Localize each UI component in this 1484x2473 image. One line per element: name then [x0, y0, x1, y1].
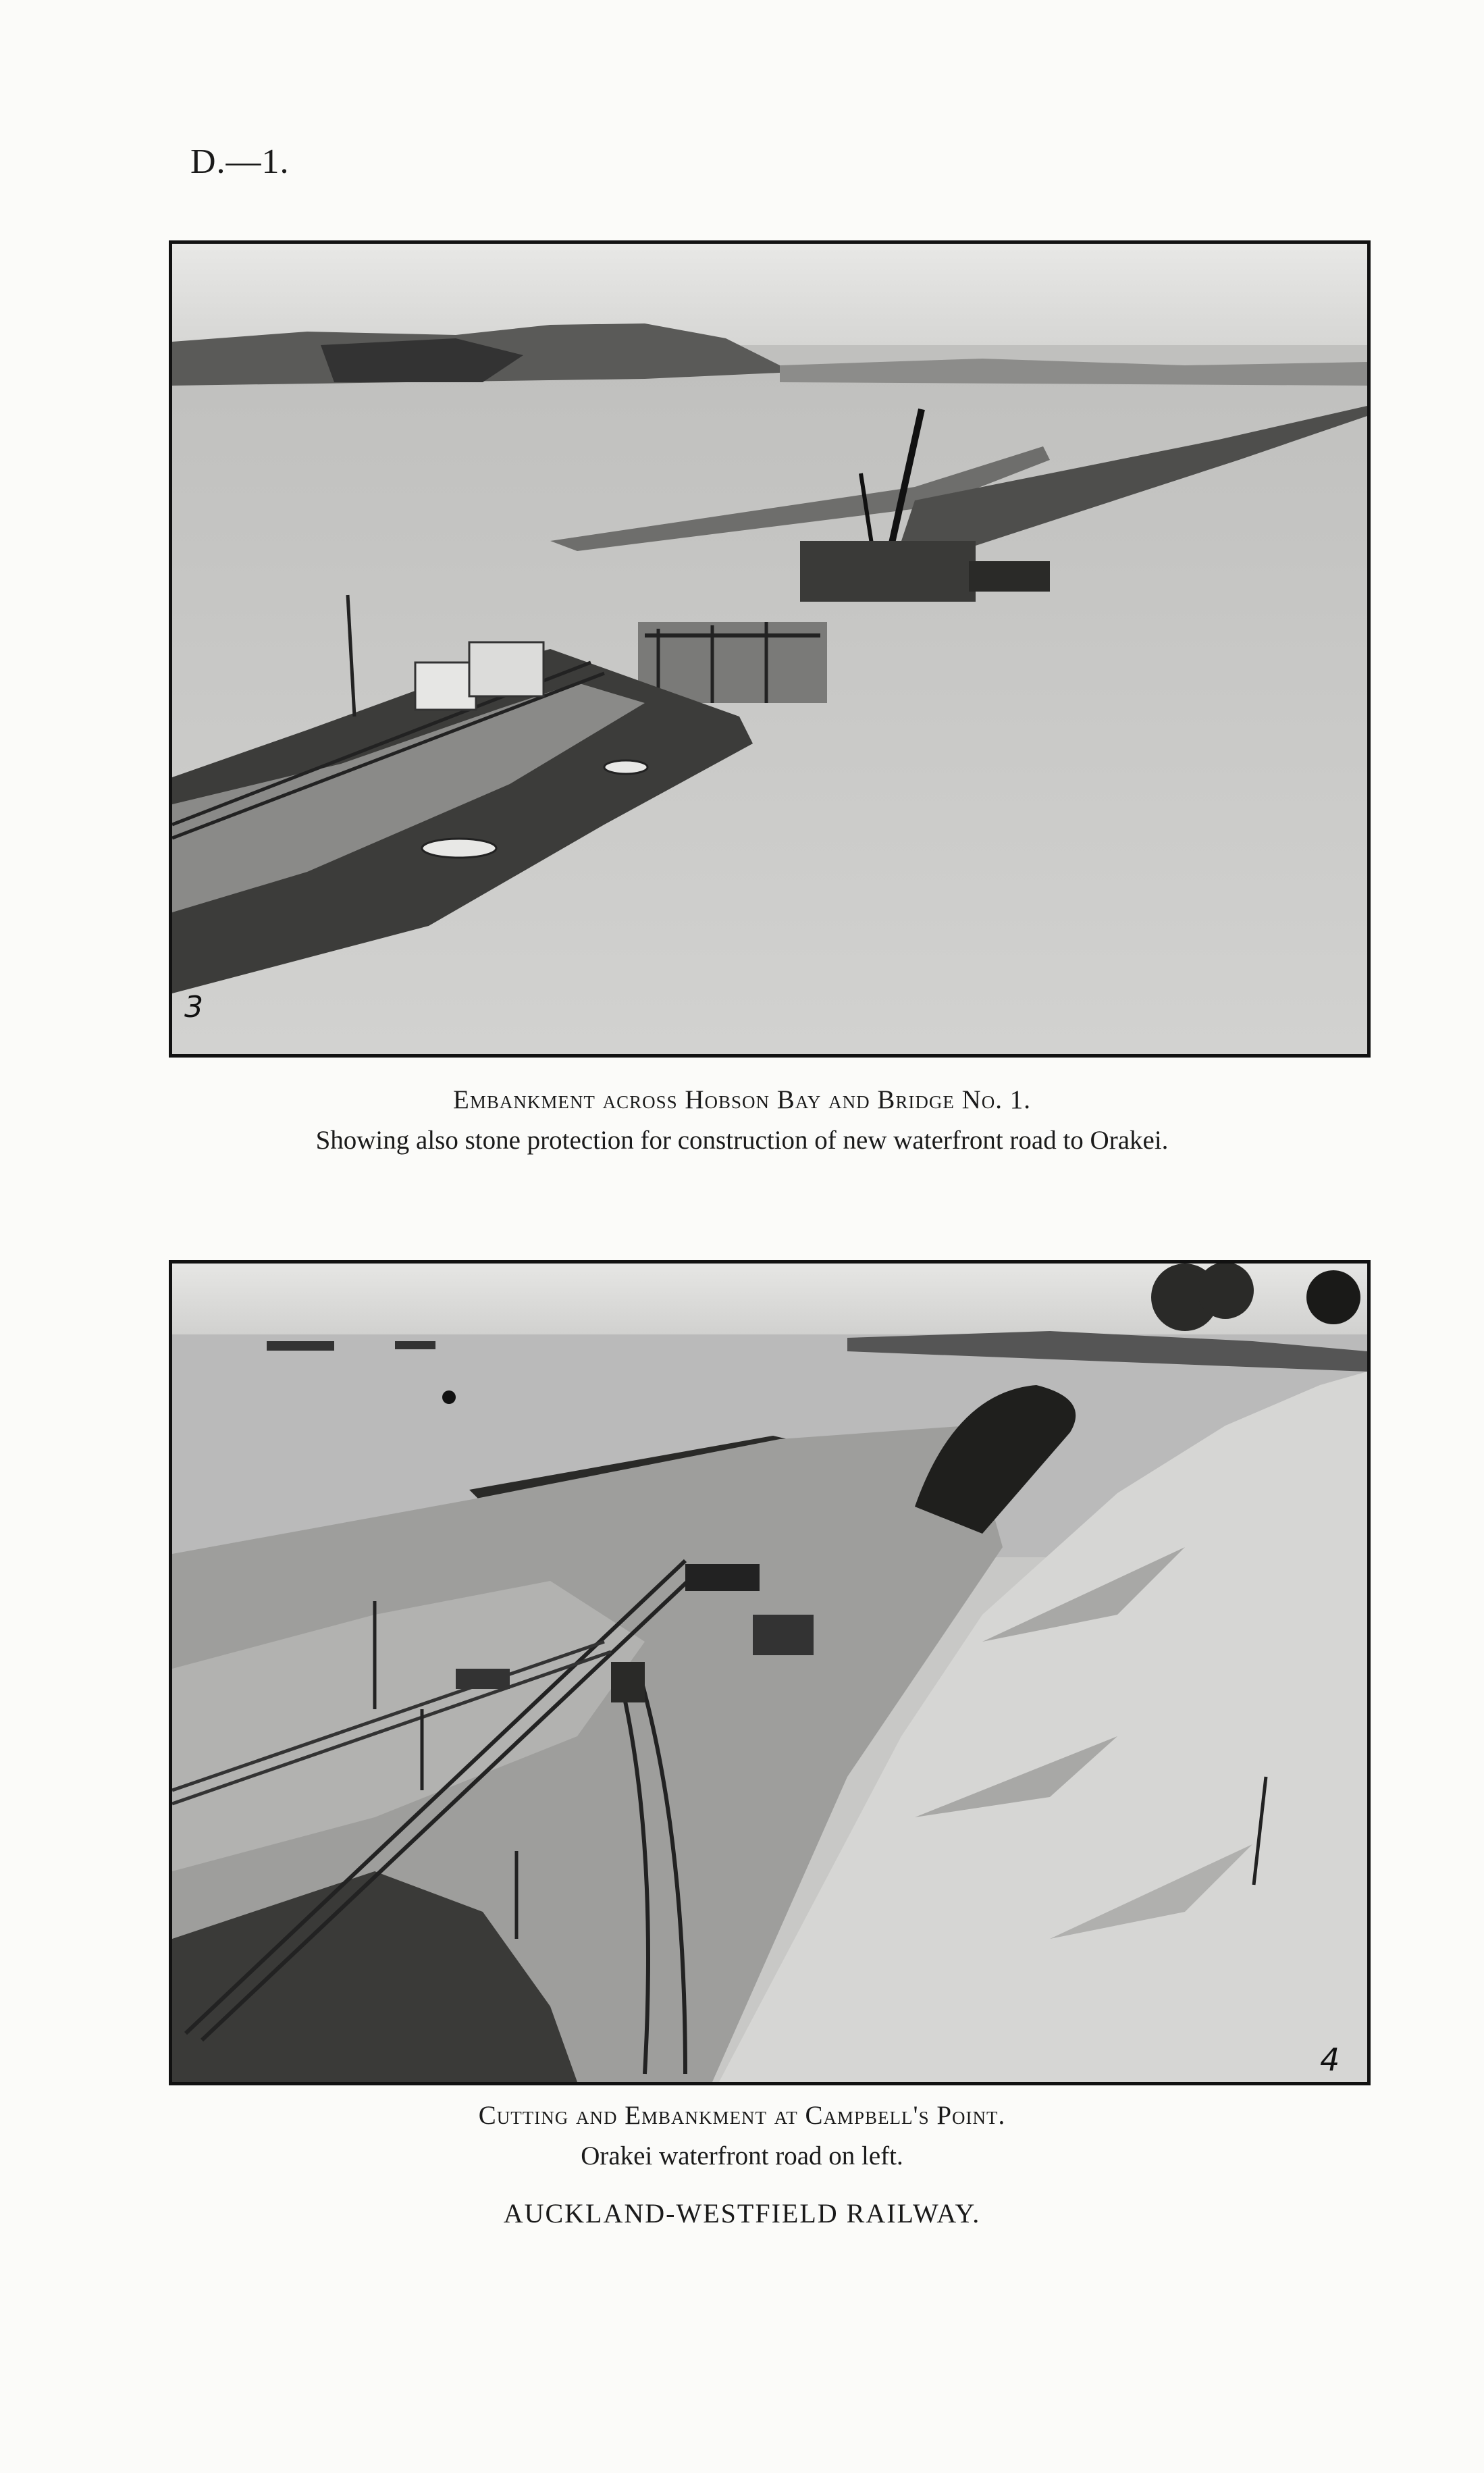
embankment-photo: [172, 244, 1367, 1054]
photo-plate-campbells-point: [169, 1260, 1371, 2085]
plate-2-caption-subtitle: Orakei waterfront road on left.: [581, 2141, 903, 2170]
plate-number-3: 3: [184, 990, 203, 1024]
photo-plate-embankment-hobson-bay: [169, 240, 1371, 1058]
plate-2-caption-title: Cutting and Embankment at Campbell's Point.: [478, 2101, 1006, 2130]
page-footer-title: AUCKLAND-WESTFIELD RAILWAY.: [503, 2198, 981, 2229]
page-reference: D.—1.: [190, 142, 290, 181]
plate-1-caption-title: Embankment across Hobson Bay and Bridge No. 1.: [453, 1085, 1031, 1114]
plate-number-4: 4: [1320, 2041, 1340, 2078]
plate-1-caption-subtitle: Showing also stone protection for construction of new waterfront road to Orakei.: [315, 1126, 1169, 1155]
cutting-photo: [172, 1264, 1367, 2082]
